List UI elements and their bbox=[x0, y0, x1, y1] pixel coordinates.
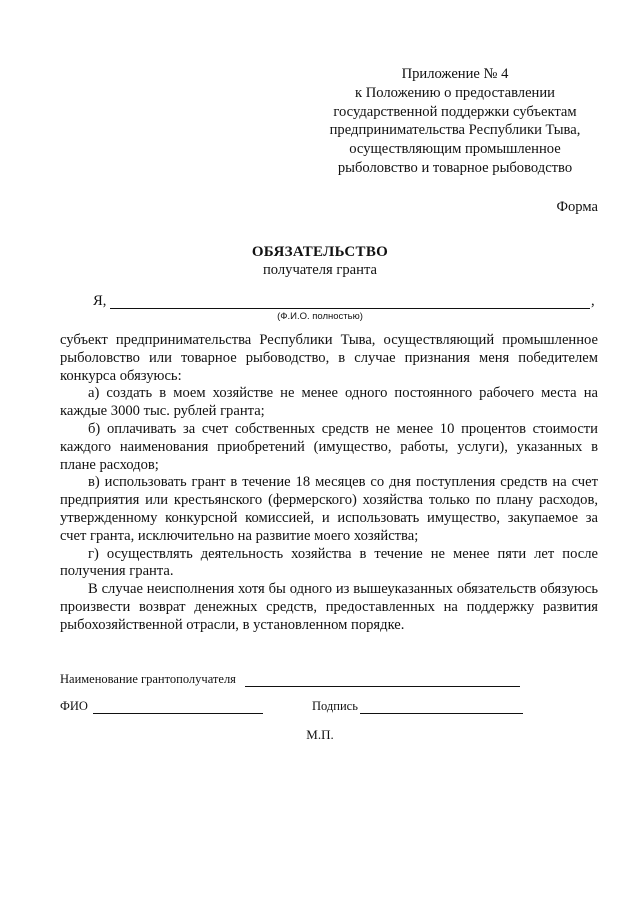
appendix-line: рыболовство и товарное рыбоводство bbox=[337, 159, 573, 176]
seal-label: М.П. bbox=[306, 727, 334, 742]
appendix-header bbox=[300, 65, 610, 178]
full-name-hint: (Ф.И.О. полностью) bbox=[277, 311, 363, 322]
obligation-item-c: в) использовать грант в течение 18 месяцев со дня поступления средств на счет предприятия или крестьянского (фермерского) хозяйства только по плану расходов, утвержденному конкурсной комиссией, и использовать имущество, закупаемое за счет гранта, исключительно на развитие моего хозяйства; bbox=[60, 474, 598, 544]
grantee-name-label: Наименование грантополучателя bbox=[60, 672, 236, 686]
closing-paragraph: В случае неисполнения хотя бы одного из вышеуказанных обязательств обязуюсь произвести возврат денежных средств, предоставленных на поддержку развития рыбохозяйственной отрасли, в установленном порядке. bbox=[60, 581, 598, 633]
appendix-line: осуществляющим промышленное bbox=[349, 141, 561, 158]
obligation-item-a: а) создать в моем хозяйстве не менее одного постоянного рабочего места на каждые 3000 тыс. рублей гранта; bbox=[60, 385, 598, 420]
intro-paragraph: субъект предпринимательства Республики Тыва, осуществляющий промышленное рыболовство или товарное рыбоводство, в случае признания меня победителем конкурса обязуюсь: bbox=[60, 332, 598, 384]
grantee-name-blank-line[interactable] bbox=[245, 686, 520, 687]
appendix-line: предпринимательства Республики Тыва, bbox=[329, 122, 581, 139]
appendix-line: государственной поддержки субъектам bbox=[333, 103, 577, 120]
appendix-line: к Положению о предоставлении bbox=[355, 84, 555, 101]
fio-label: ФИО bbox=[60, 699, 88, 713]
fio-blank-line[interactable] bbox=[93, 713, 263, 714]
document-subtitle: получателя гранта bbox=[262, 262, 378, 278]
appendix-line: Приложение № 4 bbox=[401, 66, 509, 82]
name-prefix: Я, bbox=[93, 293, 107, 309]
obligation-item-b: б) оплачивать за счет собственных средств не менее 10 процентов стоимости каждого наименования приобретений (имущество, работы, услуги), указанных в плане расходов; bbox=[60, 420, 598, 473]
name-suffix: , bbox=[591, 293, 595, 309]
form-label: Форма bbox=[556, 199, 598, 215]
obligation-body bbox=[60, 332, 598, 635]
obligation-item-d: г) осуществлять деятельность хозяйства в течение не менее пяти лет после получения гранта. bbox=[60, 545, 598, 580]
full-name-blank-line[interactable] bbox=[110, 308, 590, 309]
document-title: ОБЯЗАТЕЛЬСТВО bbox=[251, 244, 389, 260]
signature-blank-line[interactable] bbox=[360, 713, 523, 714]
signature-label: Подпись bbox=[312, 699, 358, 713]
